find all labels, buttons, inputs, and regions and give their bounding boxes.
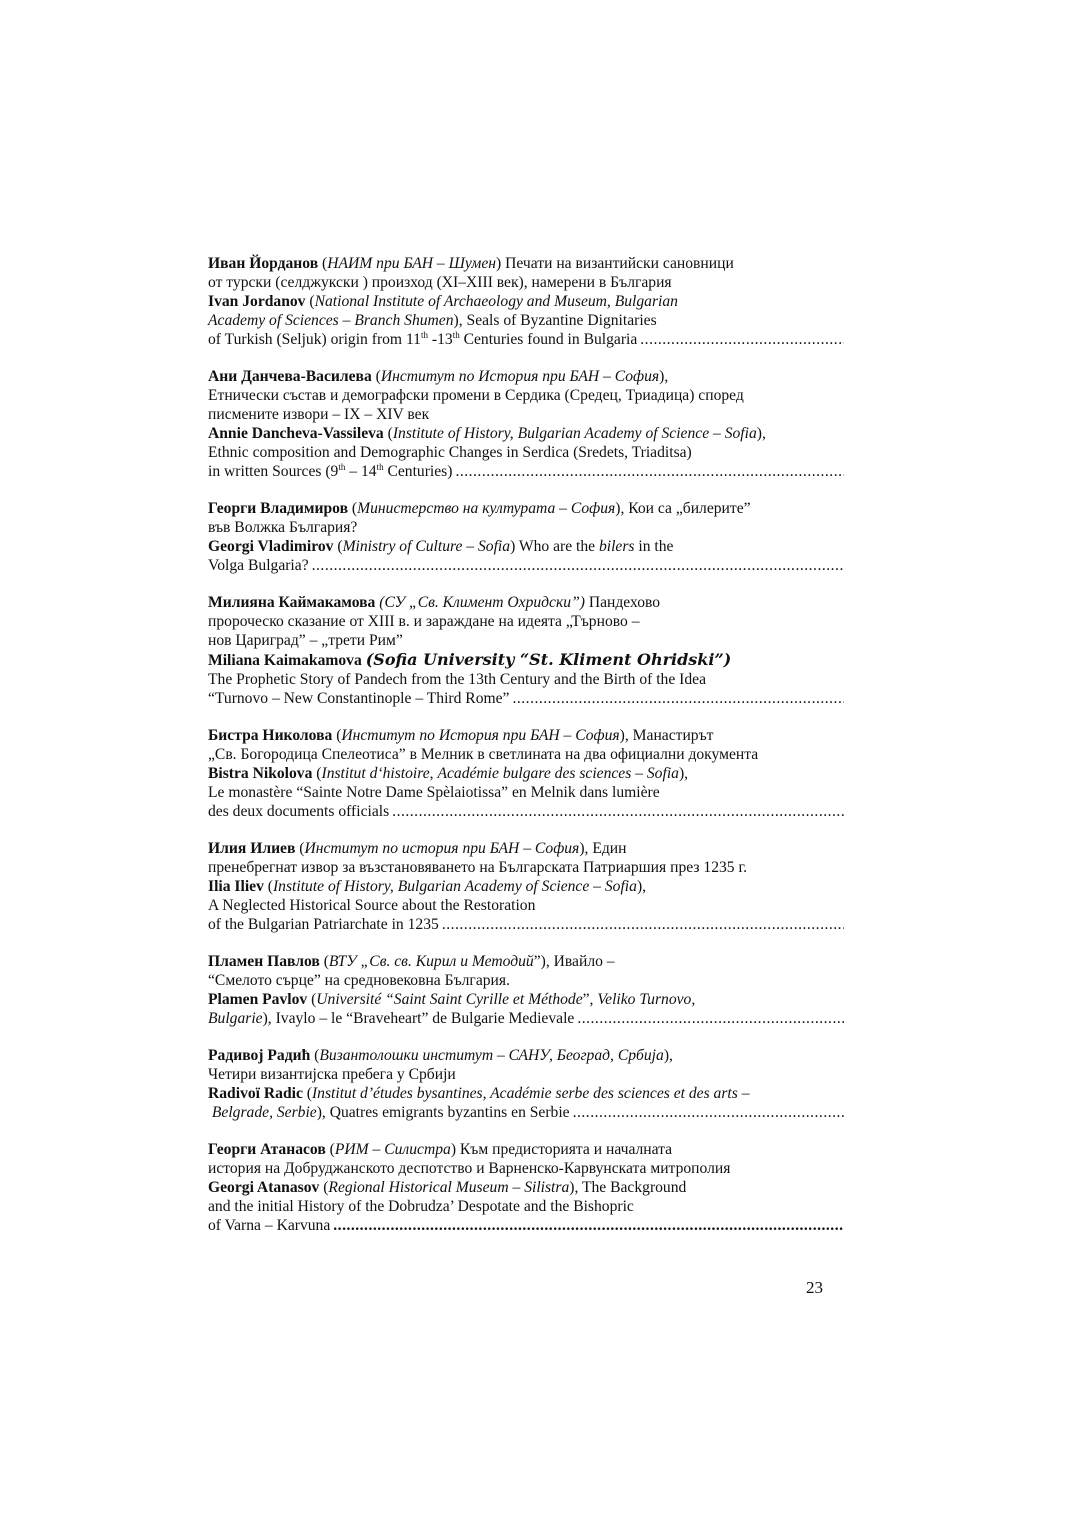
affiliation: Académie bulgare des sciences – Sofia [437,765,679,782]
title-text: Кои са „билерите” [628,500,751,517]
affiliation: Institut d’études bysantines, Académie serbe des sciences et des arts – [311,1085,750,1102]
title-text: Печати на византийски сановници [505,255,734,272]
entry-line: Радивој Радић (Византолошки институт – САНУ, Београд, Србија), [208,1047,673,1064]
page-number: 23 [806,1278,823,1297]
entry-line: Annie Dancheva-Vassileva (Institute of History, Bulgarian Academy of Science – Sofia), [208,425,766,442]
title-text: от турски (селджукски ) произход (XI–XIII век), намерени в България [208,274,672,291]
entry-line: Academy of Sciences – Branch Shumen), Seals of Byzantine Dignitaries [208,312,657,329]
author-name: Милияна Каймакамова [208,594,376,611]
affiliation: Regional Historical Museum – Silistra [328,1179,570,1196]
title-text: des deux documents officials [208,803,390,820]
toc-leader-line [208,556,844,575]
toc-leader-line [208,462,844,481]
affiliation: Academy of Sciences – Branch Shumen [208,312,454,329]
affiliation: National Institute of Archaeology and Museum, Bulgarian [314,293,678,310]
toc-entry [208,1046,844,1122]
toc-entry [208,593,844,708]
author-name: Георги Атанасов [208,1141,326,1158]
title-text: Bulgarie), Ivaylo – le “Braveheart” de Bulgarie Medievale [208,1010,575,1027]
toc-entry [208,726,844,821]
entry-line: Georgi Vladimirov (Ministry of Culture – Sofia) Who are the bilers in the [208,538,674,555]
title-text: A Neglected Historical Source about the Restoration [208,897,536,914]
title-text: Belgrade, Serbie), Quatres emigrants byzantins en Serbie [211,1104,570,1121]
toc-leader-line [208,1009,844,1028]
entry-line: Иван Йорданов (НАИМ при БАН – Шумен) Печати на византийски сановници [208,255,734,272]
title-text: Volga Bulgaria? [208,557,309,574]
toc-entry [208,367,844,481]
dot-leader [312,556,844,575]
title-text: във Волжка България? [208,519,358,536]
entry-line: Ivan Jordanov (National Institute of Archaeology and Museum, Bulgarian [208,293,678,310]
affiliation: (Sofia University “St. Kliment Ohridski”) [365,650,732,669]
toc-leader-line [208,915,844,934]
author-name: Пламен Павлов [208,953,320,970]
title-text: Един [592,840,627,857]
entry-line: Plamen Pavlov (Université “Saint Saint Cyrille et Méthode”, Veliko Turnovo, [208,991,696,1008]
entry-line [208,593,844,612]
affiliation: НАИМ при БАН – Шумен [327,255,497,272]
author-name: Ани Данчева-Василева [208,368,372,385]
title-text: “Смелото сърце” на средновековна България. [208,972,510,989]
dot-leader [577,1009,844,1028]
author-name: Ivan Jordanov [208,293,306,310]
dot-leader [455,462,844,481]
entry-line: Георги Атанасов (РИМ – Силистра) Към предисторията и началната [208,1141,673,1158]
title-text: Ивайло – [553,953,615,970]
dot-leader [640,330,844,349]
title-text: and the initial History of the Dobrudza’ Despotate and the Bishopric [208,1198,634,1215]
dot-leader [512,689,844,708]
author-name: Илия Илиев [208,840,296,857]
dot-leader [333,1216,844,1235]
author-name: Иван Йорданов [208,255,319,272]
affiliation: Institut d‘histoire [321,765,430,782]
entry-line [208,650,844,670]
affiliation: Ministry of Culture – Sofia [342,538,511,555]
title-text: Le monastère “Sainte Notre Dame Spèlaiotissa” en Melnik dans lumière [208,784,660,801]
table-of-contents [208,254,844,1253]
affiliation: Институт по история при БАН – София [304,840,580,857]
title-text: пренебрегнат извор за възстановяването на Българската Патриаршия през 1235 г. [208,859,748,876]
title-text: Етнически състав и демографски промени в Сердика (Средец, Триадица) според [208,387,744,404]
dot-leader [392,802,844,821]
affiliation: Institute of History, Bulgarian Academy of Science – Sofia [272,878,637,895]
entry-line: Georgi Atanasov (Regional Historical Museum – Silistra), The Background [208,1179,687,1196]
entry-line: Bistra Nikolova (Institut d‘histoire, Académie bulgare des sciences – Sofia), [208,765,689,782]
title-text: Манастирът [632,727,714,744]
entry-line: Ани Данчева-Василева (Институт по История при БАН – София), [208,368,669,385]
title-text: Четири византијска пребега у Србији [208,1066,456,1083]
title-text: “Turnovo – New Constantinople – Third Rome” [208,690,510,707]
title-text: of Varna – Karvuna [208,1217,331,1234]
title-text: Ethnic composition and Demographic Changes in Serdica (Sredets, Triaditsa) [208,444,692,461]
title-text: in written Sources (9th – 14th Centuries) [208,462,453,480]
title-text: of the Bulgarian Patriarchate in 1235 [208,916,439,933]
toc-entry [208,1140,844,1235]
affiliation: Veliko Turnovo, [597,991,696,1008]
author-name: Miliana Kaimakamova [208,652,362,669]
affiliation: Византолошки институт – САНУ, Београд, Србија [319,1047,664,1064]
title-text: история на Добруджанското деспотство и Варненско-Карвунската митрополия [208,1160,731,1177]
entry-line: Георги Владимиров (Министерство на културата – София), Кои са „билерите” [208,500,751,517]
dot-leader [442,915,844,934]
affiliation: ВТУ „Св. св. Кирил и Методий [328,953,534,970]
entry-line: Пламен Павлов (ВТУ „Св. св. Кирил и Методий”), Ивайло – [208,953,615,970]
author-name: Bistra Nikolova [208,765,313,782]
author-name: Georgi Atanasov [208,1179,320,1196]
affiliation: Université “Saint Saint Cyrille et Méthode [316,991,583,1008]
title-text: пророческо сказание от XIII в. и зараждане на идеята „Търново – [208,613,640,630]
author-name: Radivoï Radic [208,1085,303,1102]
title-text: of Turkish (Seljuk) origin from 11th -13th Centuries found in Bulgaria [208,330,638,348]
author-name: Annie Dancheva-Vassileva [208,425,384,442]
toc-leader-line [208,689,844,708]
author-name: Plamen Pavlov [208,991,308,1008]
title-text: Към предисторията и началната [459,1141,673,1158]
title-text: „Св. Богородица Спелеотиса” в Мелник в светлината на два официални документа [208,746,759,763]
title-text: нов Цариград” – „трети Рим” [208,632,403,649]
affiliation: Институт по История при БАН – София [380,368,660,385]
affiliation: Министерство на културата – София [357,500,616,517]
dot-leader [573,1103,844,1122]
author-name: Радивој Радић [208,1047,311,1064]
affiliation: Институт по История при БАН – София [341,727,620,744]
affiliation: Institute of History, Bulgarian Academy of Science – Sofia [392,425,757,442]
affiliation: (СУ „Св. Климент Охридски”) [379,594,585,611]
author-name: Георги Владимиров [208,500,349,517]
toc-entry [208,839,844,934]
toc-leader-line [208,802,844,821]
toc-entry [208,499,844,575]
toc-leader-line [208,330,844,349]
toc-leader-line [208,1103,844,1122]
entry-line: Radivoï Radic (Institut d’études bysantines, Académie serbe des sciences et des arts – [208,1085,750,1102]
title-text: The Background [581,1179,687,1196]
author-name: Бистра Николова [208,727,333,744]
author-name: Ilia Iliev [208,878,264,895]
entry-line: Ilia Iliev (Institute of History, Bulgarian Academy of Science – Sofia), [208,878,647,895]
entry-line: Илия Илиев (Институт по история при БАН – София), Един [208,840,627,857]
title-text: Пандехово [588,594,661,611]
entry-line: Бистра Николова (Институт по История при БАН – София), Манастирът [208,727,714,744]
toc-entry [208,254,844,349]
toc-leader-line [208,1216,844,1235]
affiliation: РИМ – Силистра [334,1141,451,1158]
author-name: Georgi Vladimirov [208,538,334,555]
title-text: The Prophetic Story of Pandech from the 13th Century and the Birth of the Idea [208,671,707,688]
title-text: писмените извори – IX – XIV век [208,406,430,423]
title-text: Seals of Byzantine Dignitaries [466,312,657,329]
toc-entry [208,952,844,1028]
